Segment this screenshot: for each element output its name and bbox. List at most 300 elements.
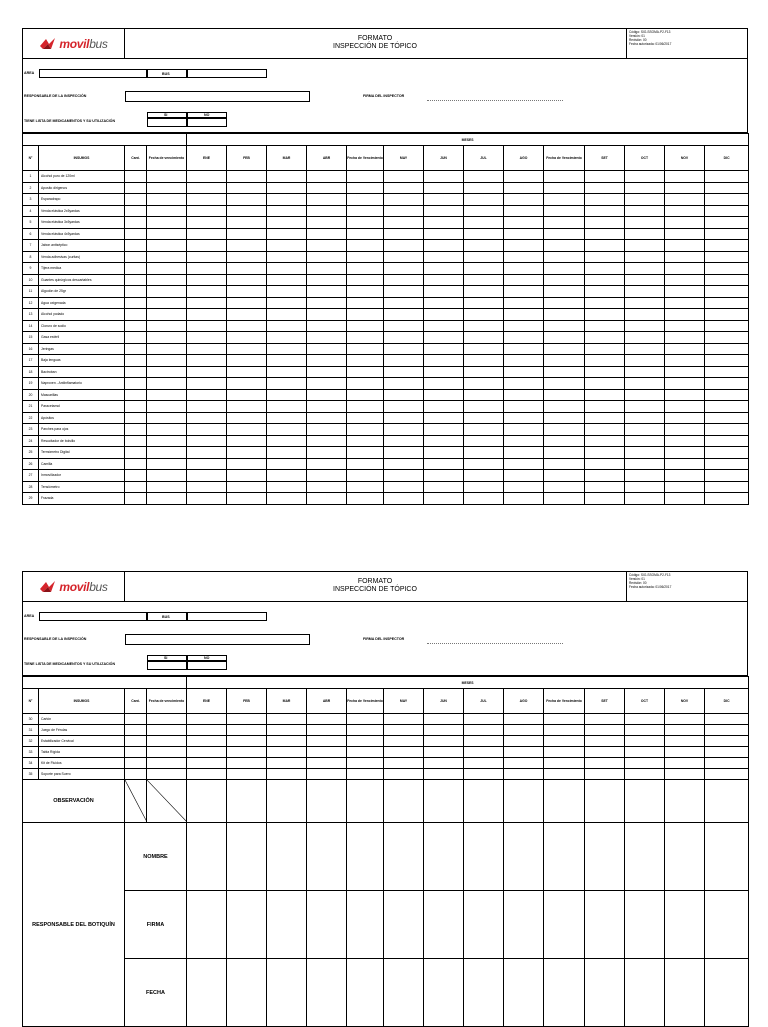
check-cell[interactable] bbox=[544, 481, 585, 493]
check-cell[interactable] bbox=[307, 470, 347, 482]
check-cell[interactable] bbox=[307, 412, 347, 424]
check-cell[interactable] bbox=[187, 251, 227, 263]
check-cell[interactable] bbox=[665, 263, 705, 275]
check-cell[interactable] bbox=[307, 263, 347, 275]
check-cell[interactable] bbox=[187, 309, 227, 321]
check-cell[interactable] bbox=[625, 274, 665, 286]
check-cell[interactable] bbox=[585, 182, 625, 194]
check-cell[interactable] bbox=[384, 182, 424, 194]
check-cell[interactable] bbox=[544, 725, 585, 736]
sign-cell[interactable] bbox=[544, 891, 585, 959]
responsable-field[interactable] bbox=[125, 634, 310, 645]
check-cell[interactable] bbox=[705, 274, 749, 286]
check-cell[interactable] bbox=[424, 747, 464, 758]
check-cell[interactable] bbox=[307, 240, 347, 252]
check-cell[interactable] bbox=[347, 366, 384, 378]
check-cell[interactable] bbox=[125, 401, 147, 413]
check-cell[interactable] bbox=[625, 309, 665, 321]
check-cell[interactable] bbox=[544, 389, 585, 401]
obs-cell[interactable] bbox=[544, 780, 585, 823]
check-cell[interactable] bbox=[147, 297, 187, 309]
check-cell[interactable] bbox=[544, 263, 585, 275]
check-cell[interactable] bbox=[147, 493, 187, 505]
check-cell[interactable] bbox=[464, 458, 504, 470]
check-cell[interactable] bbox=[424, 769, 464, 780]
sign-cell[interactable] bbox=[187, 823, 227, 891]
check-cell[interactable] bbox=[705, 458, 749, 470]
check-cell[interactable] bbox=[227, 263, 267, 275]
check-cell[interactable] bbox=[125, 171, 147, 183]
sign-cell[interactable] bbox=[347, 891, 384, 959]
check-cell[interactable] bbox=[464, 435, 504, 447]
sign-cell[interactable] bbox=[307, 891, 347, 959]
check-cell[interactable] bbox=[267, 286, 307, 298]
check-cell[interactable] bbox=[307, 332, 347, 344]
check-cell[interactable] bbox=[147, 205, 187, 217]
check-cell[interactable] bbox=[464, 182, 504, 194]
check-cell[interactable] bbox=[267, 274, 307, 286]
si-checkbox[interactable] bbox=[147, 661, 187, 670]
check-cell[interactable] bbox=[585, 297, 625, 309]
check-cell[interactable] bbox=[665, 736, 705, 747]
obs-cell[interactable] bbox=[705, 780, 749, 823]
check-cell[interactable] bbox=[347, 286, 384, 298]
check-cell[interactable] bbox=[227, 320, 267, 332]
sign-cell[interactable] bbox=[705, 959, 749, 1027]
check-cell[interactable] bbox=[544, 435, 585, 447]
check-cell[interactable] bbox=[585, 758, 625, 769]
check-cell[interactable] bbox=[187, 389, 227, 401]
check-cell[interactable] bbox=[227, 747, 267, 758]
check-cell[interactable] bbox=[147, 217, 187, 229]
check-cell[interactable] bbox=[585, 424, 625, 436]
check-cell[interactable] bbox=[125, 747, 147, 758]
check-cell[interactable] bbox=[347, 228, 384, 240]
check-cell[interactable] bbox=[147, 355, 187, 367]
check-cell[interactable] bbox=[585, 736, 625, 747]
check-cell[interactable] bbox=[585, 263, 625, 275]
check-cell[interactable] bbox=[347, 769, 384, 780]
check-cell[interactable] bbox=[267, 217, 307, 229]
check-cell[interactable] bbox=[147, 228, 187, 240]
check-cell[interactable] bbox=[665, 355, 705, 367]
check-cell[interactable] bbox=[307, 286, 347, 298]
check-cell[interactable] bbox=[147, 769, 187, 780]
check-cell[interactable] bbox=[227, 343, 267, 355]
check-cell[interactable] bbox=[227, 725, 267, 736]
bus-field[interactable] bbox=[187, 69, 267, 78]
check-cell[interactable] bbox=[384, 747, 424, 758]
check-cell[interactable] bbox=[665, 286, 705, 298]
check-cell[interactable] bbox=[544, 332, 585, 344]
check-cell[interactable] bbox=[125, 458, 147, 470]
check-cell[interactable] bbox=[187, 366, 227, 378]
check-cell[interactable] bbox=[187, 481, 227, 493]
check-cell[interactable] bbox=[665, 435, 705, 447]
obs-cell[interactable] bbox=[504, 780, 544, 823]
check-cell[interactable] bbox=[424, 355, 464, 367]
obs-cell[interactable] bbox=[187, 780, 227, 823]
check-cell[interactable] bbox=[147, 378, 187, 390]
sign-cell[interactable] bbox=[267, 959, 307, 1027]
obs-cell[interactable] bbox=[384, 780, 424, 823]
check-cell[interactable] bbox=[464, 205, 504, 217]
sign-cell[interactable] bbox=[504, 823, 544, 891]
check-cell[interactable] bbox=[384, 481, 424, 493]
check-cell[interactable] bbox=[227, 182, 267, 194]
check-cell[interactable] bbox=[424, 447, 464, 459]
check-cell[interactable] bbox=[347, 378, 384, 390]
check-cell[interactable] bbox=[187, 714, 227, 725]
check-cell[interactable] bbox=[585, 205, 625, 217]
check-cell[interactable] bbox=[307, 378, 347, 390]
check-cell[interactable] bbox=[267, 401, 307, 413]
check-cell[interactable] bbox=[424, 481, 464, 493]
check-cell[interactable] bbox=[544, 366, 585, 378]
check-cell[interactable] bbox=[347, 736, 384, 747]
check-cell[interactable] bbox=[267, 205, 307, 217]
check-cell[interactable] bbox=[544, 217, 585, 229]
check-cell[interactable] bbox=[347, 217, 384, 229]
check-cell[interactable] bbox=[384, 736, 424, 747]
check-cell[interactable] bbox=[705, 714, 749, 725]
check-cell[interactable] bbox=[125, 481, 147, 493]
check-cell[interactable] bbox=[187, 725, 227, 736]
check-cell[interactable] bbox=[187, 470, 227, 482]
sign-cell[interactable] bbox=[347, 959, 384, 1027]
check-cell[interactable] bbox=[585, 447, 625, 459]
check-cell[interactable] bbox=[125, 389, 147, 401]
check-cell[interactable] bbox=[705, 747, 749, 758]
check-cell[interactable] bbox=[464, 309, 504, 321]
firma-inspector-line[interactable] bbox=[427, 100, 563, 101]
check-cell[interactable] bbox=[147, 194, 187, 206]
sign-cell[interactable] bbox=[585, 891, 625, 959]
check-cell[interactable] bbox=[504, 458, 544, 470]
check-cell[interactable] bbox=[125, 297, 147, 309]
check-cell[interactable] bbox=[504, 736, 544, 747]
check-cell[interactable] bbox=[665, 758, 705, 769]
check-cell[interactable] bbox=[307, 447, 347, 459]
check-cell[interactable] bbox=[424, 725, 464, 736]
check-cell[interactable] bbox=[464, 194, 504, 206]
check-cell[interactable] bbox=[227, 228, 267, 240]
check-cell[interactable] bbox=[705, 297, 749, 309]
check-cell[interactable] bbox=[307, 309, 347, 321]
check-cell[interactable] bbox=[267, 309, 307, 321]
obs-cell[interactable] bbox=[464, 780, 504, 823]
check-cell[interactable] bbox=[585, 714, 625, 725]
sign-cell[interactable] bbox=[424, 823, 464, 891]
check-cell[interactable] bbox=[227, 251, 267, 263]
check-cell[interactable] bbox=[267, 251, 307, 263]
check-cell[interactable] bbox=[227, 274, 267, 286]
check-cell[interactable] bbox=[227, 447, 267, 459]
check-cell[interactable] bbox=[424, 758, 464, 769]
check-cell[interactable] bbox=[665, 343, 705, 355]
check-cell[interactable] bbox=[227, 424, 267, 436]
check-cell[interactable] bbox=[504, 493, 544, 505]
check-cell[interactable] bbox=[267, 769, 307, 780]
check-cell[interactable] bbox=[625, 205, 665, 217]
check-cell[interactable] bbox=[464, 424, 504, 436]
check-cell[interactable] bbox=[705, 481, 749, 493]
check-cell[interactable] bbox=[464, 725, 504, 736]
check-cell[interactable] bbox=[585, 366, 625, 378]
check-cell[interactable] bbox=[544, 747, 585, 758]
check-cell[interactable] bbox=[544, 309, 585, 321]
check-cell[interactable] bbox=[187, 378, 227, 390]
check-cell[interactable] bbox=[544, 424, 585, 436]
check-cell[interactable] bbox=[227, 297, 267, 309]
check-cell[interactable] bbox=[267, 758, 307, 769]
check-cell[interactable] bbox=[147, 343, 187, 355]
si-checkbox[interactable] bbox=[147, 118, 187, 127]
check-cell[interactable] bbox=[424, 470, 464, 482]
check-cell[interactable] bbox=[705, 286, 749, 298]
check-cell[interactable] bbox=[187, 401, 227, 413]
check-cell[interactable] bbox=[625, 736, 665, 747]
sign-cell[interactable] bbox=[187, 959, 227, 1027]
sign-cell[interactable] bbox=[544, 823, 585, 891]
check-cell[interactable] bbox=[464, 736, 504, 747]
check-cell[interactable] bbox=[147, 725, 187, 736]
check-cell[interactable] bbox=[347, 725, 384, 736]
check-cell[interactable] bbox=[227, 205, 267, 217]
check-cell[interactable] bbox=[424, 412, 464, 424]
check-cell[interactable] bbox=[147, 274, 187, 286]
check-cell[interactable] bbox=[227, 470, 267, 482]
check-cell[interactable] bbox=[625, 758, 665, 769]
check-cell[interactable] bbox=[544, 171, 585, 183]
check-cell[interactable] bbox=[307, 182, 347, 194]
check-cell[interactable] bbox=[227, 286, 267, 298]
check-cell[interactable] bbox=[125, 240, 147, 252]
check-cell[interactable] bbox=[125, 320, 147, 332]
check-cell[interactable] bbox=[625, 493, 665, 505]
check-cell[interactable] bbox=[347, 470, 384, 482]
check-cell[interactable] bbox=[464, 251, 504, 263]
check-cell[interactable] bbox=[544, 412, 585, 424]
check-cell[interactable] bbox=[267, 366, 307, 378]
check-cell[interactable] bbox=[705, 182, 749, 194]
check-cell[interactable] bbox=[267, 714, 307, 725]
check-cell[interactable] bbox=[705, 205, 749, 217]
check-cell[interactable] bbox=[424, 435, 464, 447]
check-cell[interactable] bbox=[384, 725, 424, 736]
check-cell[interactable] bbox=[267, 378, 307, 390]
check-cell[interactable] bbox=[625, 194, 665, 206]
check-cell[interactable] bbox=[585, 493, 625, 505]
check-cell[interactable] bbox=[187, 447, 227, 459]
check-cell[interactable] bbox=[464, 217, 504, 229]
check-cell[interactable] bbox=[147, 286, 187, 298]
check-cell[interactable] bbox=[585, 228, 625, 240]
check-cell[interactable] bbox=[384, 458, 424, 470]
check-cell[interactable] bbox=[347, 171, 384, 183]
check-cell[interactable] bbox=[544, 447, 585, 459]
check-cell[interactable] bbox=[424, 205, 464, 217]
check-cell[interactable] bbox=[267, 481, 307, 493]
check-cell[interactable] bbox=[125, 378, 147, 390]
sign-cell[interactable] bbox=[307, 823, 347, 891]
check-cell[interactable] bbox=[464, 470, 504, 482]
check-cell[interactable] bbox=[464, 320, 504, 332]
check-cell[interactable] bbox=[307, 389, 347, 401]
check-cell[interactable] bbox=[384, 171, 424, 183]
check-cell[interactable] bbox=[424, 389, 464, 401]
check-cell[interactable] bbox=[347, 309, 384, 321]
check-cell[interactable] bbox=[267, 194, 307, 206]
sign-cell[interactable] bbox=[384, 891, 424, 959]
check-cell[interactable] bbox=[267, 355, 307, 367]
check-cell[interactable] bbox=[585, 435, 625, 447]
check-cell[interactable] bbox=[544, 194, 585, 206]
check-cell[interactable] bbox=[347, 194, 384, 206]
check-cell[interactable] bbox=[347, 401, 384, 413]
sign-cell[interactable] bbox=[544, 959, 585, 1027]
check-cell[interactable] bbox=[625, 725, 665, 736]
check-cell[interactable] bbox=[544, 401, 585, 413]
check-cell[interactable] bbox=[585, 286, 625, 298]
check-cell[interactable] bbox=[585, 240, 625, 252]
check-cell[interactable] bbox=[187, 412, 227, 424]
check-cell[interactable] bbox=[585, 481, 625, 493]
check-cell[interactable] bbox=[384, 228, 424, 240]
check-cell[interactable] bbox=[504, 286, 544, 298]
check-cell[interactable] bbox=[147, 736, 187, 747]
check-cell[interactable] bbox=[464, 378, 504, 390]
check-cell[interactable] bbox=[125, 758, 147, 769]
check-cell[interactable] bbox=[625, 470, 665, 482]
check-cell[interactable] bbox=[307, 320, 347, 332]
sign-cell[interactable] bbox=[307, 959, 347, 1027]
check-cell[interactable] bbox=[705, 435, 749, 447]
check-cell[interactable] bbox=[307, 714, 347, 725]
sign-cell[interactable] bbox=[227, 891, 267, 959]
check-cell[interactable] bbox=[384, 240, 424, 252]
check-cell[interactable] bbox=[307, 297, 347, 309]
obs-cell[interactable] bbox=[267, 780, 307, 823]
check-cell[interactable] bbox=[227, 401, 267, 413]
check-cell[interactable] bbox=[384, 251, 424, 263]
check-cell[interactable] bbox=[665, 493, 705, 505]
check-cell[interactable] bbox=[544, 714, 585, 725]
sign-cell[interactable] bbox=[384, 959, 424, 1027]
check-cell[interactable] bbox=[585, 769, 625, 780]
check-cell[interactable] bbox=[625, 343, 665, 355]
check-cell[interactable] bbox=[267, 320, 307, 332]
check-cell[interactable] bbox=[227, 217, 267, 229]
check-cell[interactable] bbox=[187, 332, 227, 344]
check-cell[interactable] bbox=[665, 217, 705, 229]
check-cell[interactable] bbox=[125, 412, 147, 424]
check-cell[interactable] bbox=[307, 274, 347, 286]
check-cell[interactable] bbox=[187, 171, 227, 183]
check-cell[interactable] bbox=[504, 240, 544, 252]
check-cell[interactable] bbox=[347, 435, 384, 447]
check-cell[interactable] bbox=[665, 378, 705, 390]
sign-cell[interactable] bbox=[625, 959, 665, 1027]
check-cell[interactable] bbox=[147, 182, 187, 194]
check-cell[interactable] bbox=[125, 435, 147, 447]
check-cell[interactable] bbox=[187, 320, 227, 332]
check-cell[interactable] bbox=[464, 769, 504, 780]
check-cell[interactable] bbox=[307, 366, 347, 378]
check-cell[interactable] bbox=[384, 389, 424, 401]
check-cell[interactable] bbox=[544, 228, 585, 240]
check-cell[interactable] bbox=[424, 228, 464, 240]
check-cell[interactable] bbox=[464, 263, 504, 275]
check-cell[interactable] bbox=[147, 447, 187, 459]
check-cell[interactable] bbox=[307, 758, 347, 769]
check-cell[interactable] bbox=[705, 447, 749, 459]
check-cell[interactable] bbox=[585, 251, 625, 263]
sign-cell[interactable] bbox=[267, 891, 307, 959]
check-cell[interactable] bbox=[665, 725, 705, 736]
check-cell[interactable] bbox=[147, 389, 187, 401]
check-cell[interactable] bbox=[147, 458, 187, 470]
check-cell[interactable] bbox=[464, 447, 504, 459]
check-cell[interactable] bbox=[267, 297, 307, 309]
check-cell[interactable] bbox=[347, 182, 384, 194]
check-cell[interactable] bbox=[665, 251, 705, 263]
check-cell[interactable] bbox=[464, 297, 504, 309]
check-cell[interactable] bbox=[464, 366, 504, 378]
check-cell[interactable] bbox=[187, 263, 227, 275]
check-cell[interactable] bbox=[347, 263, 384, 275]
check-cell[interactable] bbox=[227, 332, 267, 344]
check-cell[interactable] bbox=[424, 251, 464, 263]
check-cell[interactable] bbox=[147, 320, 187, 332]
check-cell[interactable] bbox=[625, 714, 665, 725]
check-cell[interactable] bbox=[665, 274, 705, 286]
check-cell[interactable] bbox=[424, 343, 464, 355]
check-cell[interactable] bbox=[705, 228, 749, 240]
sign-cell[interactable] bbox=[705, 891, 749, 959]
check-cell[interactable] bbox=[125, 251, 147, 263]
check-cell[interactable] bbox=[585, 747, 625, 758]
check-cell[interactable] bbox=[544, 240, 585, 252]
check-cell[interactable] bbox=[424, 332, 464, 344]
check-cell[interactable] bbox=[147, 412, 187, 424]
check-cell[interactable] bbox=[424, 274, 464, 286]
check-cell[interactable] bbox=[544, 458, 585, 470]
sign-cell[interactable] bbox=[187, 891, 227, 959]
check-cell[interactable] bbox=[464, 412, 504, 424]
check-cell[interactable] bbox=[585, 343, 625, 355]
check-cell[interactable] bbox=[227, 240, 267, 252]
check-cell[interactable] bbox=[424, 320, 464, 332]
check-cell[interactable] bbox=[665, 481, 705, 493]
check-cell[interactable] bbox=[227, 458, 267, 470]
sign-cell[interactable] bbox=[665, 959, 705, 1027]
check-cell[interactable] bbox=[227, 769, 267, 780]
obs-cell[interactable] bbox=[665, 780, 705, 823]
check-cell[interactable] bbox=[544, 205, 585, 217]
check-cell[interactable] bbox=[384, 274, 424, 286]
check-cell[interactable] bbox=[504, 297, 544, 309]
check-cell[interactable] bbox=[625, 447, 665, 459]
check-cell[interactable] bbox=[665, 412, 705, 424]
check-cell[interactable] bbox=[705, 240, 749, 252]
check-cell[interactable] bbox=[347, 205, 384, 217]
check-cell[interactable] bbox=[625, 424, 665, 436]
check-cell[interactable] bbox=[424, 171, 464, 183]
check-cell[interactable] bbox=[227, 366, 267, 378]
check-cell[interactable] bbox=[187, 458, 227, 470]
check-cell[interactable] bbox=[585, 274, 625, 286]
